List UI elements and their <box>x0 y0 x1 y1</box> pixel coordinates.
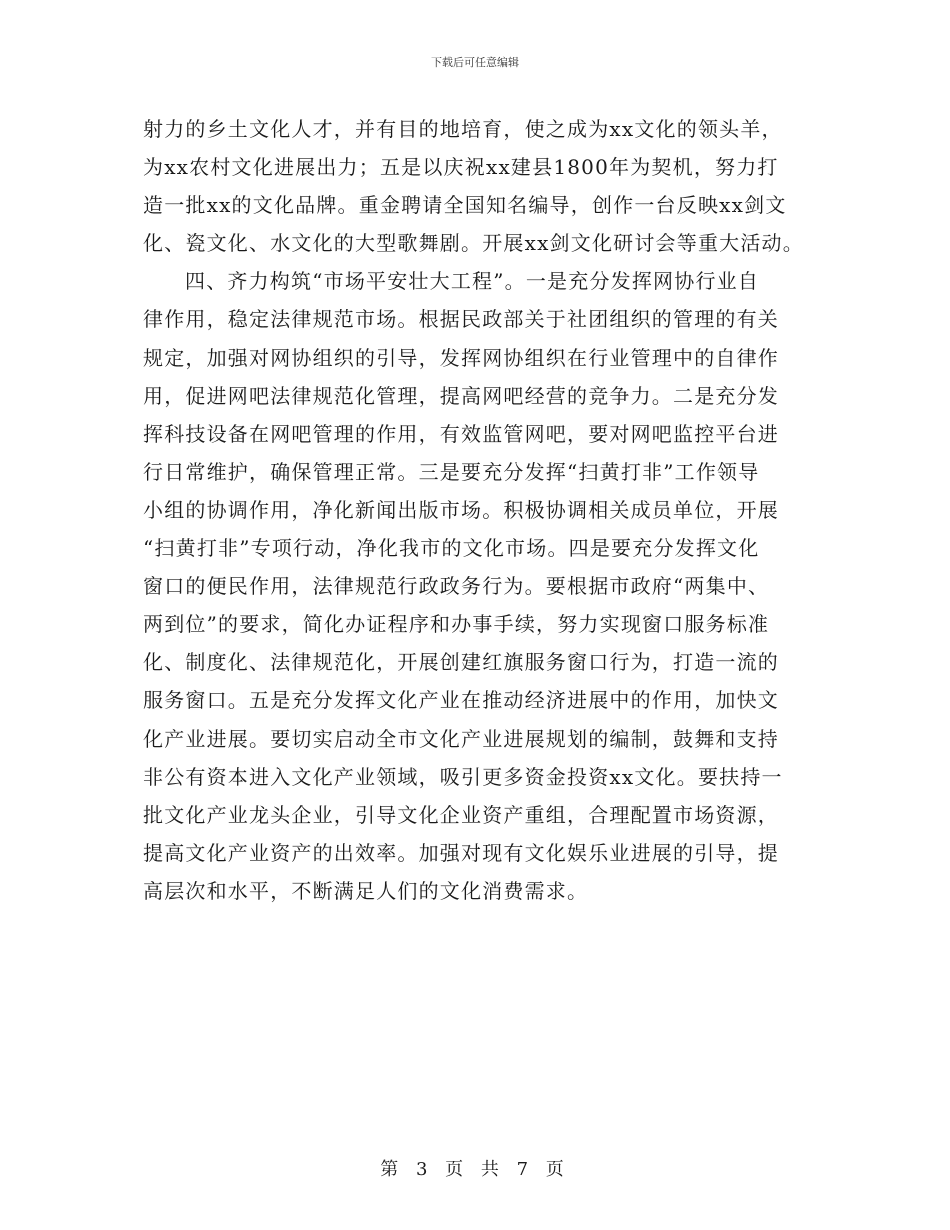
body-line: 行日常维护，确保管理正常。三是要充分发挥“扫黄打非”工作领导 <box>143 459 760 484</box>
body-line: 窗口的便民作用，法律规范行政政务行为。要根据市政府“两集中、 <box>143 574 770 599</box>
page-header: 下载后可任意编辑 <box>431 56 519 69</box>
body-line: 挥科技设备在网吧管理的作用，有效监管网吧，要对网吧监控平台进 <box>143 421 779 446</box>
body-line: 用，促进网吧法律规范化管理，提高网吧经营的竞争力。二是充分发 <box>143 383 779 408</box>
body-line: 规定，加强对网协组织的引导，发挥网协组织在行业管理中的自律作 <box>143 345 779 370</box>
paragraph-start-line: 四、齐力构筑“市场平安壮大工程”。一是充分发挥网协行业自 <box>185 269 760 294</box>
body-line: 造一批xx的文化品牌。重金聘请全国知名编导，创作一台反映xx剑文 <box>143 193 787 218</box>
document-body <box>143 110 815 910</box>
body-line: 律作用，稳定法律规范市场。根据民政部关于社团组织的管理的有关 <box>143 307 779 332</box>
body-line: 小组的协调作用，净化新闻出版市场。积极协调相关成员单位，开展 <box>143 497 779 522</box>
body-line: 非公有资本进入文化产业领域，吸引更多资金投资xx文化。要扶持一 <box>143 764 783 789</box>
body-line: 批文化产业龙头企业，引导文化企业资产重组，合理配置市场资源， <box>143 802 779 827</box>
body-line: 为xx农村文化进展出力；五是以庆祝xx建县1800年为契机，努力打 <box>143 155 779 180</box>
body-line: 提高文化产业资产的出效率。加强对现有文化娱乐业进展的引导，提 <box>143 840 779 865</box>
page-number-footer: 第 3 页 共 7 页 <box>380 1159 570 1180</box>
body-line: 化产业进展。要切实启动全市文化产业进展规划的编制，鼓舞和支持 <box>143 726 779 751</box>
body-line: 化、瓷文化、水文化的大型歌舞剧。开展xx剑文化研讨会等重大活动。 <box>143 231 804 256</box>
body-line: 化、制度化、法律规范化，开展创建红旗服务窗口行为，打造一流的 <box>143 650 779 675</box>
body-line: 服务窗口。五是充分发挥文化产业在推动经济进展中的作用，加快文 <box>143 688 779 713</box>
body-line: 两到位”的要求，简化办证程序和办事手续，努力实现窗口服务标准 <box>143 612 770 637</box>
body-line: 射力的乡土文化人才，并有目的地培育，使之成为xx文化的领头羊， <box>143 117 783 141</box>
body-line: 高层次和水平，不断满足人们的文化消费需求。 <box>143 878 589 903</box>
body-line: “扫黄打非”专项行动，净化我市的文化市场。四是要充分发挥文化 <box>143 536 760 561</box>
